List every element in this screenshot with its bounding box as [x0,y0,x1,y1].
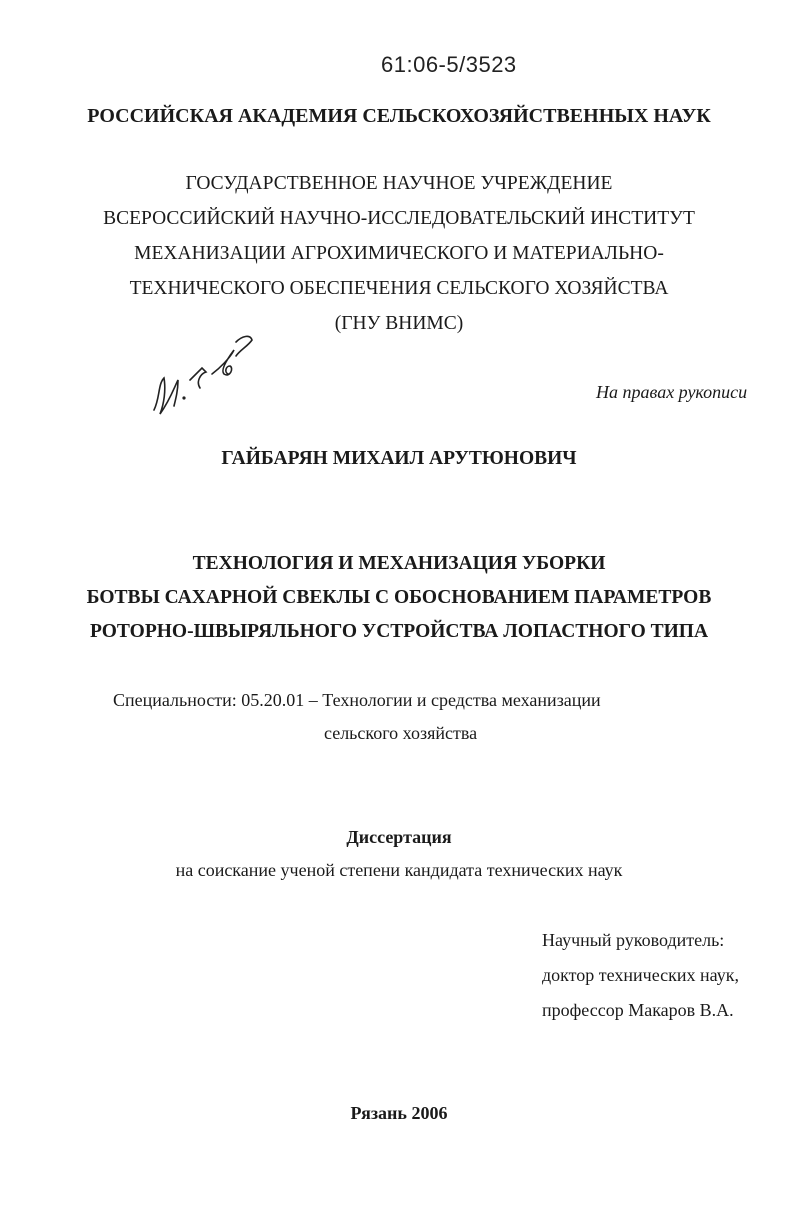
institution-line: ТЕХНИЧЕСКОГО ОБЕСПЕЧЕНИЯ СЕЛЬСКОГО ХОЗЯЙСТВА [129,278,669,299]
title-line: ТЕХНОЛОГИЯ И МЕХАНИЗАЦИЯ УБОРКИ [192,553,606,574]
supervisor-heading: Научный руководитель: [542,930,725,950]
title-line: РОТОРНО-ШВЫРЯЛЬНОГО УСТРОЙСТВА ЛОПАСТНОГО ТИПА [89,621,709,642]
degree-line: на соискание ученой степени кандидата технических наук [175,860,623,880]
supervisor-name: профессор Макаров В.А. [542,1000,734,1020]
specialty-line: Специальности: 05.20.01 – Технологии и средства механизации [113,690,601,710]
institution-line: ВСЕРОССИЙСКИЙ НАУЧНО-ИССЛЕДОВАТЕЛЬСКИЙ ИНСТИТУТ [103,208,695,229]
author-name: ГАЙБАРЯН МИХАИЛ АРУТЮНОВИЧ [221,448,577,469]
dissertation-title [0,547,798,649]
institution-block [0,166,798,341]
catalog-code: 61:06-5/3523 [381,52,517,77]
specialty-line-continued: сельского хозяйства [324,723,478,743]
dissertation-label: Диссертация [346,827,452,847]
title-line: БОТВЫ САХАРНОЙ СВЕКЛЫ С ОБОСНОВАНИЕМ ПАРАМЕТРОВ [86,587,712,608]
handwritten-signature [140,328,265,423]
manuscript-rights-note: На правах рукописи [596,382,748,402]
supervisor-degree: доктор технических наук, [542,965,739,985]
institution-line: МЕХАНИЗАЦИИ АГРОХИМИЧЕСКОГО И МАТЕРИАЛЬНО- [134,243,664,264]
academy-name: РОССИЙСКАЯ АКАДЕМИЯ СЕЛЬСКОХОЗЯЙСТВЕННЫХ НАУК [87,105,711,127]
supervisor-block [542,923,739,1028]
city-year: Рязань 2006 [350,1103,448,1123]
institution-abbreviation: (ГНУ ВНИМС) [334,313,464,334]
institution-line: ГОСУДАРСТВЕННОЕ НАУЧНОЕ УЧРЕЖДЕНИЕ [185,173,613,194]
